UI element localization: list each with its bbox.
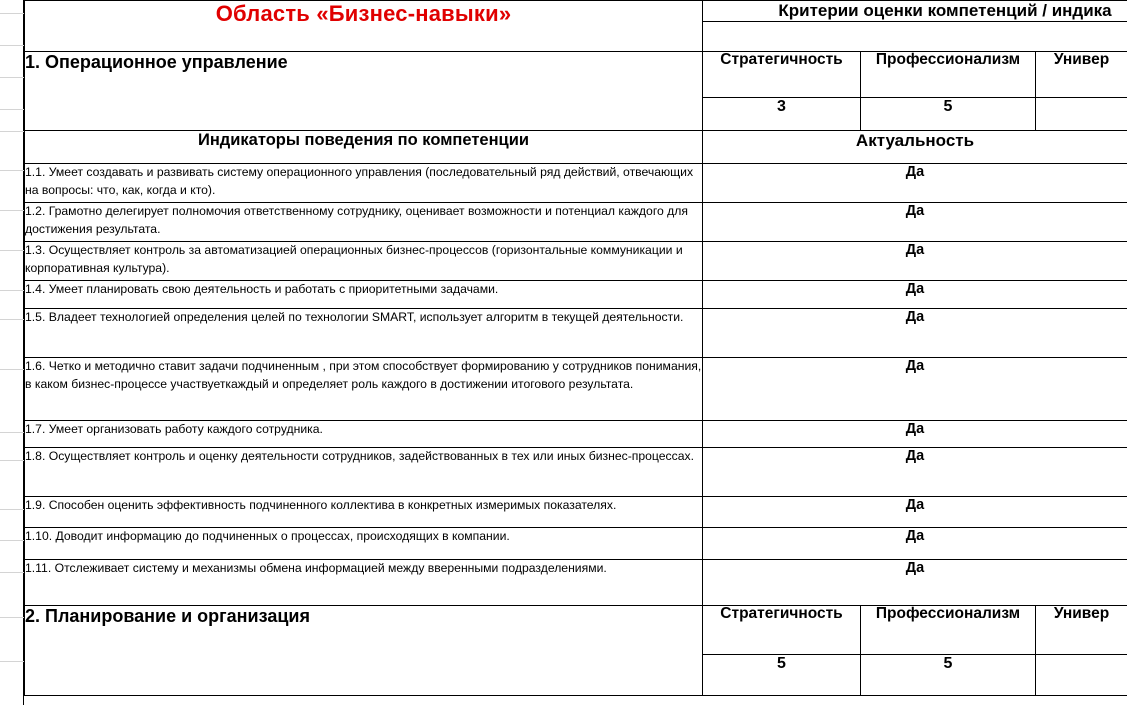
table-row-section-2-header — [25, 606, 1127, 655]
table-row — [25, 560, 1127, 606]
row-header-gutter — [0, 0, 24, 705]
score-universality-1[interactable] — [1036, 98, 1127, 131]
indicator-text: 1.11. Отслеживает систему и механизмы обмена информацией между вверенными подразделениями. — [25, 560, 703, 606]
indicator-text: 1.10. Доводит информацию до подчиненных о процессах, происходящих в компании. — [25, 528, 703, 560]
criteria-band-label: Критерии оценки компетенций / индика — [778, 1, 1112, 20]
competency-table — [24, 0, 1127, 696]
section-title-2: 2. Планирование и организация — [25, 606, 703, 696]
score-professionalism-2[interactable]: 5 — [861, 655, 1036, 696]
column-header-strategy-1: Стратегичность — [703, 52, 861, 98]
table-row — [25, 528, 1127, 560]
indicator-relevance[interactable]: Да — [703, 421, 1127, 448]
column-header-strategy-2: Стратегичность — [703, 606, 861, 655]
indicator-text: 1.8. Осуществляет контроль и оценку деятельности сотрудников, задействованных в тех или иных бизнес-процессах. — [25, 448, 703, 497]
indicator-relevance[interactable]: Да — [703, 497, 1127, 528]
indicator-relevance[interactable]: Да — [703, 448, 1127, 497]
section-title-1: 1. Операционное управление — [25, 52, 703, 131]
table-row — [25, 242, 1127, 281]
indicator-relevance[interactable]: Да — [703, 281, 1127, 309]
table-row — [25, 164, 1127, 203]
score-strategy-1[interactable]: 3 — [703, 98, 861, 131]
table-row — [25, 421, 1127, 448]
score-professionalism-1[interactable]: 5 — [861, 98, 1036, 131]
table-row — [25, 281, 1127, 309]
table-row-section-1-header — [25, 52, 1127, 98]
indicator-text: 1.3. Осуществляет контроль за автоматизацией операционных бизнес-процессов (горизонтальные коммуникации и корпоративная культура). — [25, 242, 703, 281]
area-title: Область «Бизнес-навыки» — [25, 1, 703, 52]
indicator-relevance[interactable]: Да — [703, 164, 1127, 203]
indicator-text: 1.5. Владеет технологией определения целей по технологии SMART, использует алгоритм в текущей деятельности. — [25, 309, 703, 358]
table-row — [25, 203, 1127, 242]
table-row — [25, 448, 1127, 497]
column-header-professionalism-2: Профессионализм — [861, 606, 1036, 655]
criteria-band-filler — [703, 22, 1127, 52]
table-row-title — [25, 1, 1127, 22]
relevance-header: Актуальность — [703, 131, 1127, 164]
column-header-professionalism-1: Профессионализм — [861, 52, 1036, 98]
indicator-text: 1.4. Умеет планировать свою деятельность и работать с приоритетными задачами. — [25, 281, 703, 309]
indicator-text: 1.2. Грамотно делегирует полномочия ответственному сотруднику, оценивает возможности и потенциал каждого для достижения результата. — [25, 203, 703, 242]
score-strategy-2[interactable]: 5 — [703, 655, 861, 696]
column-header-universality-2: Универ — [1036, 606, 1127, 655]
indicator-relevance[interactable]: Да — [703, 203, 1127, 242]
column-header-universality-1: Универ — [1036, 52, 1127, 98]
indicator-text: 1.9. Способен оценить эффективность подчиненного коллектива в конкретных измеримых показателях. — [25, 497, 703, 528]
table-row — [25, 358, 1127, 421]
indicator-relevance[interactable]: Да — [703, 309, 1127, 358]
score-universality-2[interactable] — [1036, 655, 1127, 696]
table-row — [25, 497, 1127, 528]
indicator-text: 1.7. Умеет организовать работу каждого сотрудника. — [25, 421, 703, 448]
indicators-header: Индикаторы поведения по компетенции — [25, 131, 703, 164]
indicator-relevance[interactable]: Да — [703, 242, 1127, 281]
indicator-relevance[interactable]: Да — [703, 358, 1127, 421]
table-row-indicators-header — [25, 131, 1127, 164]
indicator-relevance[interactable]: Да — [703, 560, 1127, 606]
indicator-text: 1.6. Четко и методично ставит задачи подчиненным , при этом способствует формированию у сотрудников понимания, в каком бизнес-процессе участвуеткаждый и определяет роль каждого в достижении итогового результата. — [25, 358, 703, 421]
table-row — [25, 309, 1127, 358]
indicator-relevance[interactable]: Да — [703, 528, 1127, 560]
indicator-text: 1.1. Умеет создавать и развивать систему операционного управления (последовательный ряд действий, отвечающих на вопросы: что, как, когда и кто). — [25, 164, 703, 203]
criteria-band-title — [703, 1, 1127, 22]
